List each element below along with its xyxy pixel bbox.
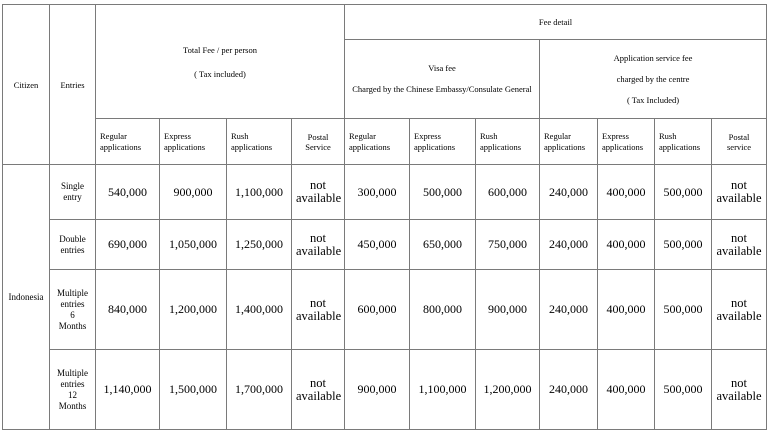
- cell-visa-regular: 450,000: [345, 220, 410, 270]
- cell-total-regular: 540,000: [96, 165, 160, 220]
- cell-visa-regular: 900,000: [345, 350, 410, 430]
- col-service-postal: Postal service: [712, 119, 767, 165]
- cell-service-express: 400,000: [598, 165, 655, 220]
- cell-service-rush: 500,000: [655, 270, 712, 350]
- service-fee-charged-by: charged by the centre: [616, 74, 690, 84]
- cell-total-regular: 840,000: [96, 270, 160, 350]
- col-total-express: Express applications: [160, 119, 227, 165]
- cell-service-express: 400,000: [598, 270, 655, 350]
- col-visa-rush: Rush applications: [476, 119, 540, 165]
- table-row: [3, 165, 767, 220]
- header-entries: Entries: [50, 5, 96, 165]
- col-service-regular: Regular applications: [540, 119, 598, 165]
- service-fee-tax-note: ( Tax Included): [626, 95, 680, 105]
- cell-service-rush: 500,000: [655, 165, 712, 220]
- visa-fee-desc: Charged by the Chinese Embassy/Consulate General: [352, 84, 532, 94]
- cell-total-postal: not available: [292, 350, 345, 430]
- col-visa-express: Express applications: [410, 119, 476, 165]
- total-fee-title: Total Fee / per person: [183, 44, 257, 55]
- visa-fee-title: Visa fee: [428, 63, 456, 73]
- cell-total-postal: not available: [292, 220, 345, 270]
- cell-total-express: 1,500,000: [160, 350, 227, 430]
- cell-total-express: 1,050,000: [160, 220, 227, 270]
- cell-service-postal: not available: [712, 220, 767, 270]
- header-fee-detail: Fee detail: [345, 5, 767, 40]
- cell-service-express: 400,000: [598, 220, 655, 270]
- header-visa-fee: [345, 40, 540, 119]
- header-total-fee: [96, 5, 345, 119]
- col-total-regular: Regular applications: [96, 119, 160, 165]
- cell-service-regular: 240,000: [540, 350, 598, 430]
- cell-service-postal: not available: [712, 350, 767, 430]
- service-fee-title: Application service fee: [613, 53, 693, 63]
- col-total-postal: Postal Service: [292, 119, 345, 165]
- cell-service-regular: 240,000: [540, 270, 598, 350]
- cell-visa-regular: 300,000: [345, 165, 410, 220]
- cell-total-postal: not available: [292, 270, 345, 350]
- entry-cell: Multiple entries 6 Months: [50, 270, 96, 350]
- entry-cell: Multiple entries 12 Months: [50, 350, 96, 430]
- cell-service-rush: 500,000: [655, 350, 712, 430]
- cell-visa-express: 1,100,000: [410, 350, 476, 430]
- cell-visa-express: 500,000: [410, 165, 476, 220]
- cell-visa-express: 800,000: [410, 270, 476, 350]
- cell-total-rush: 1,250,000: [227, 220, 292, 270]
- table-row: [3, 270, 767, 350]
- header-citizen: Citizen: [3, 5, 50, 165]
- cell-visa-rush: 600,000: [476, 165, 540, 220]
- table-row: [3, 350, 767, 430]
- cell-total-express: 900,000: [160, 165, 227, 220]
- total-fee-tax-note: ( Tax included): [194, 68, 246, 79]
- table-row: [3, 220, 767, 270]
- cell-visa-rush: 750,000: [476, 220, 540, 270]
- entry-cell: Single entry: [50, 165, 96, 220]
- cell-service-postal: not available: [712, 165, 767, 220]
- cell-service-regular: 240,000: [540, 220, 598, 270]
- col-service-rush: Rush applications: [655, 119, 712, 165]
- cell-total-rush: 1,700,000: [227, 350, 292, 430]
- col-service-express: Express applications: [598, 119, 655, 165]
- fee-table: [2, 4, 767, 430]
- cell-service-rush: 500,000: [655, 220, 712, 270]
- cell-total-rush: 1,400,000: [227, 270, 292, 350]
- cell-service-express: 400,000: [598, 350, 655, 430]
- cell-visa-express: 650,000: [410, 220, 476, 270]
- cell-total-regular: 1,140,000: [96, 350, 160, 430]
- col-visa-regular: Regular applications: [345, 119, 410, 165]
- citizen-cell: Indonesia: [3, 165, 50, 430]
- cell-total-regular: 690,000: [96, 220, 160, 270]
- cell-total-rush: 1,100,000: [227, 165, 292, 220]
- cell-service-regular: 240,000: [540, 165, 598, 220]
- cell-service-postal: not available: [712, 270, 767, 350]
- entry-cell: Double entries: [50, 220, 96, 270]
- cell-total-express: 1,200,000: [160, 270, 227, 350]
- cell-visa-regular: 600,000: [345, 270, 410, 350]
- cell-total-postal: not available: [292, 165, 345, 220]
- header-service-fee: [540, 40, 767, 119]
- cell-visa-rush: 900,000: [476, 270, 540, 350]
- cell-visa-rush: 1,200,000: [476, 350, 540, 430]
- col-total-rush: Rush applications: [227, 119, 292, 165]
